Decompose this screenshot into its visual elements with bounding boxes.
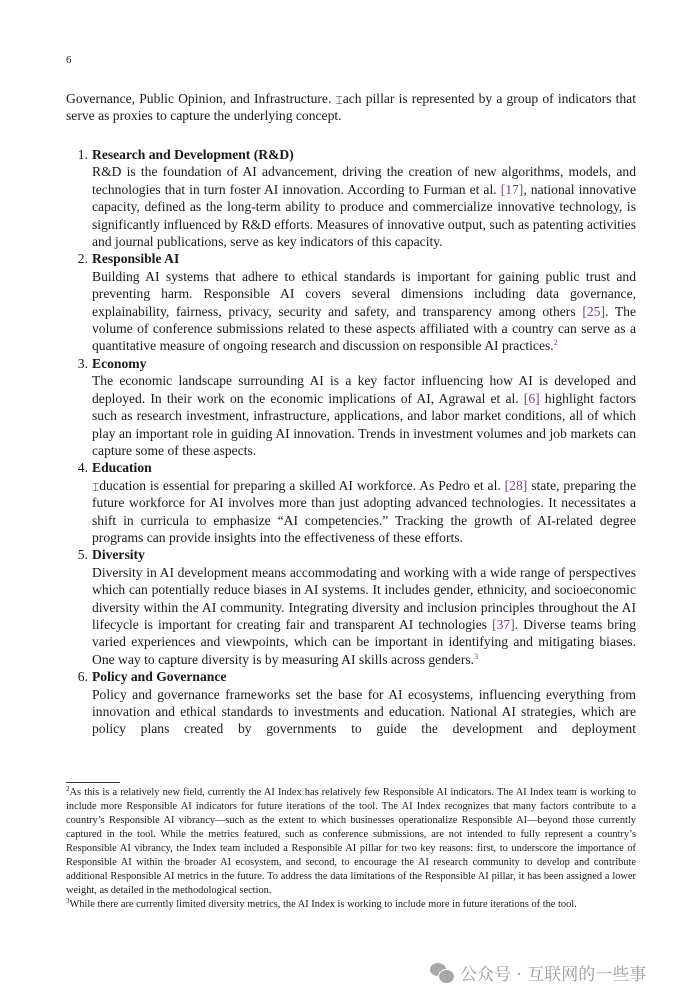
pillar-number: 4. [77, 460, 88, 476]
pillar-number: 1. [77, 147, 88, 162]
body-text: highlight factors such as research investment, infrastructure, applications, and labor market conditions, all of which play an important role in guiding AI innovation. Trends in investment volumes and job markets can capture some of these aspects. [92, 390, 637, 458]
pillar-body [92, 686, 636, 738]
body-text: Diversity in AI development means accommodating and working with a wide range of perspectives which can potentially reduce biases in AI systems. It includes gender, ethnicity, and socioeconomic diversity within the AI community. Integrating diversity and inclusion principles throughout the AI lifecycle is important for creating fair and transparent AI technologies [92, 564, 636, 632]
pillar-title: Education [92, 460, 152, 476]
pillar-number: 3. [77, 355, 88, 371]
pillar-title: Diversity [92, 547, 145, 563]
pillar-diversity [77, 546, 636, 668]
body-text: R&D is the foundation of AI advancement, driving the creation of new algorithms, models, and technologies that in turn foster AI innovation. According to Furman et al. [92, 164, 636, 197]
page-number: 6 [66, 54, 72, 66]
citation-link[interactable]: [25] [582, 303, 605, 319]
pillar-body [92, 268, 636, 355]
footnote-3 [66, 898, 636, 912]
pillar-number: 6. [77, 669, 88, 685]
body-text: The economic landscape surrounding AI is a key factor influencing how AI is developed and deployed. In their work on the economic implications of AI, Agrawal et al. [92, 373, 636, 406]
citation-link[interactable]: [37] [492, 616, 515, 632]
body-text: . The volume of conference submissions related to these aspects affiliated with a country can serve as a quantitative measure of ongoing research and discussion on responsible AI practices. [92, 303, 636, 354]
pillar-economy [77, 355, 637, 459]
footnote-divider [66, 782, 120, 783]
pillar-title: Research and Development (R&D) [92, 147, 294, 162]
text-cursor-icon: ⌶ [335, 93, 343, 107]
pillar-title: Responsible AI [92, 251, 180, 267]
body-text: Policy and governance frameworks set the base for AI ecosystems, influencing everything from innovation and ethical standards to investments and education. National AI strategies, which are policy plans created by governments to guide the development and deployment [92, 686, 636, 737]
wechat-watermark [430, 960, 646, 985]
footnote-ref-link[interactable]: 3 [474, 651, 479, 661]
pillar-body [92, 163, 636, 250]
intro-text-part1: Governance, Public Opinion, and Infrastructure. [66, 91, 336, 106]
pillar-body [92, 477, 636, 547]
footnote-mark: 2 [66, 785, 70, 793]
pillar-title: Economy [92, 355, 147, 371]
pillar-responsible-ai [77, 250, 636, 354]
footnote-text: As this is a relatively new field, currently the AI Index has relatively few Responsible AI indicators. The AI Index team is working to include more Responsible AI indicators for future iterations of the tool. The AI Index recognizes that many factors contribute to a country’s Responsible AI vibrancy—such as the extent to which businesses operationalize Responsible AI—beyond those currently captured in the tool. While the metrics featured, such as conference submissions, are not intended to fully represent a country’s Responsible AI vibrancy, the Index team included a Responsible AI pillar for two key reasons: first, to underscore the importance of Responsible AI within the broader AI ecosystem, and second, to encourage the AI research community to develop and contribute additional Responsible AI metrics in the future. To address the data limitations of the Responsible AI pillar, it has been assigned a lower weight, as detailed in the methodological section. [66, 787, 636, 896]
body-text: state, preparing the future workforce for AI involves more than just adopting advanced technologies. It necessitates a shift in curricula to emphasize “AI competencies.” Tracking the growth of AI-related degree programs can provide insights into the effectiveness of these efforts. [92, 477, 636, 545]
pillar-body [92, 372, 636, 459]
intro-paragraph [66, 90, 636, 125]
citation-link[interactable]: [17] [500, 181, 524, 197]
footnote-ref-link[interactable]: 2 [553, 338, 558, 348]
intro-text-part2: ach pillar is represented by a group of indicators that serve as proxies to capture the underlying concept. [66, 91, 636, 124]
text-cursor-icon: ⌶ [92, 479, 100, 494]
body-text: ducation is essential for preparing a skilled AI workforce. As Pedro et al. [99, 477, 505, 493]
footnote-2 [66, 786, 636, 898]
body-text: , national innovative capacity, defined as the long-term ability to produce and commercialize innovative technology, is significantly influenced by R&D efforts. Measures of innovative output, such as patenting activities and journal publications, serve as key indicators of this capacity. [92, 181, 636, 250]
body-text: . Diverse teams bring varied experiences and viewpoints, which can be important in identifying and mitigating biases. One way to capture diversity is by measuring AI skills across genders. [92, 616, 636, 667]
pillar-number: 5. [77, 547, 88, 563]
citation-link[interactable]: [6] [523, 390, 540, 406]
pillar-body [92, 564, 636, 668]
pillar-education [77, 459, 636, 546]
wechat-icon [430, 963, 454, 983]
watermark-text: 公众号 · 互联网的一些事 [460, 965, 647, 985]
pillar-number: 2. [77, 251, 88, 267]
pillar-rd [77, 146, 636, 250]
pillar-title: Policy and Governance [92, 669, 227, 685]
footnote-mark: 3 [66, 897, 70, 905]
pillar-policy-governance [77, 668, 636, 738]
citation-link[interactable]: [28] [504, 477, 528, 493]
footnote-text: While there are currently limited diversity metrics, the AI Index is working to include more in future iterations of the tool. [69, 899, 577, 910]
body-text: Building AI systems that adhere to ethical standards is important for gaining public trust and preventing harm. Responsible AI covers several dimensions including data governance, explainability, fairness, privacy, security and safety, and transparency among others [92, 268, 636, 319]
pillar-list [77, 146, 637, 738]
footnotes [66, 786, 636, 912]
